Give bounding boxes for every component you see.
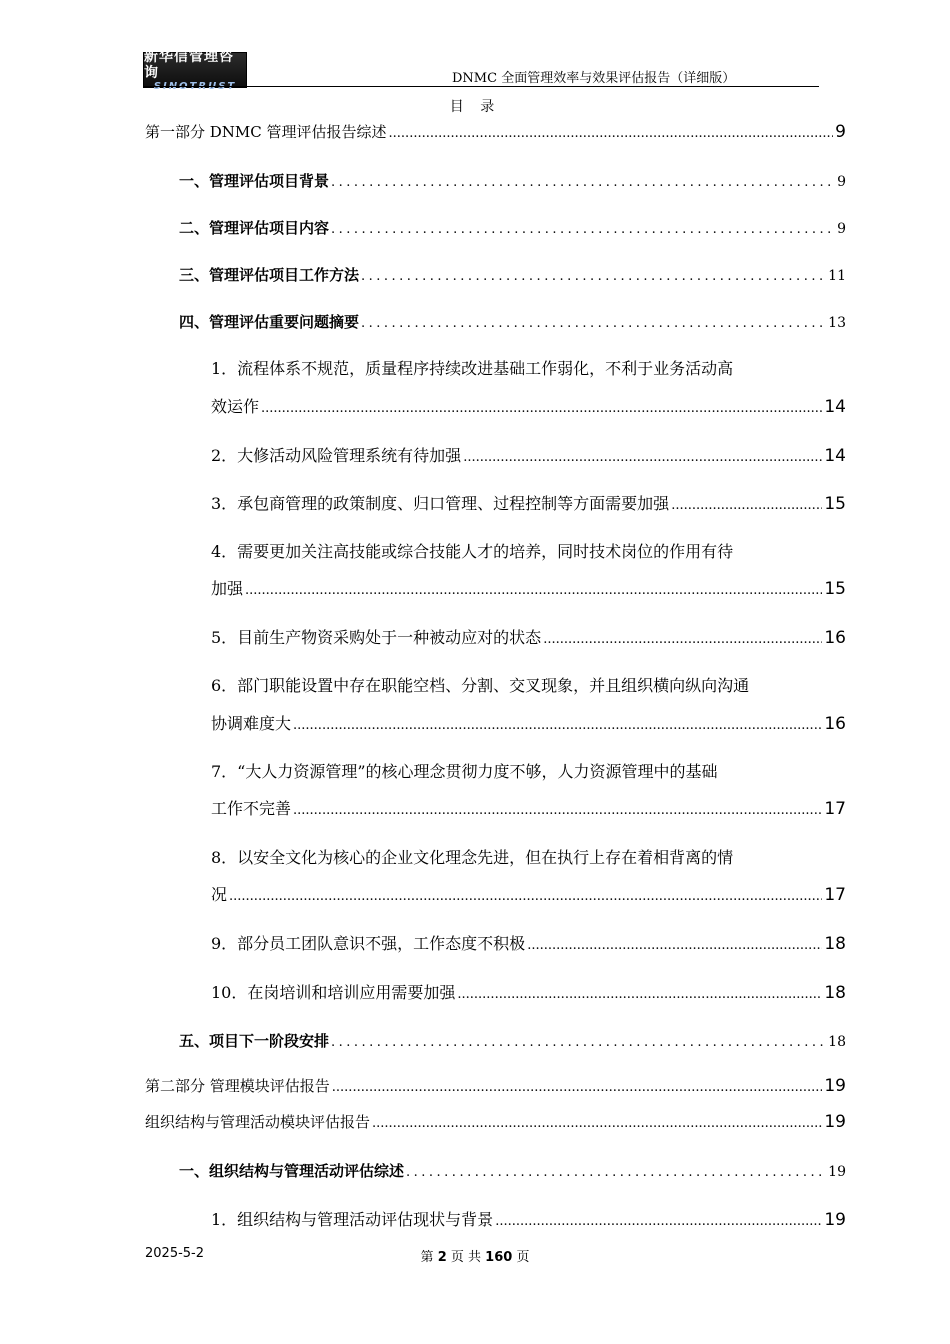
toc-entry-item-1[interactable]: [211, 394, 846, 417]
header-rule: [143, 86, 819, 87]
toc-entry-label: 9．部分员工团队意识不强，工作态度不积极: [211, 934, 526, 953]
toc-leader: [457, 987, 822, 1002]
toc-entry-label: 况: [211, 885, 228, 904]
toc-leader: [389, 126, 834, 141]
toc-entry-page: 19: [828, 1164, 846, 1180]
toc-entry-page: 19: [824, 1210, 846, 1230]
toc-leader: [527, 938, 822, 953]
toc-entry-section-3[interactable]: [179, 264, 846, 285]
toc-entry-page: 19: [824, 1112, 846, 1132]
toc-leader: [671, 498, 822, 513]
toc-entry-item-8-line1[interactable]: 8．以安全文化为核心的企业文化理念先进，但在执行上存在着相背离的情: [211, 848, 734, 867]
toc-entry-page: 18: [828, 1034, 846, 1050]
toc-leader: [261, 401, 822, 416]
toc-entry-page: 11: [828, 268, 846, 284]
toc-entry-label: 五、项目下一阶段安排: [179, 1032, 330, 1050]
toc-entry-page: 9: [837, 221, 846, 237]
toc-leader: [361, 316, 826, 331]
toc-entry-page: 19: [824, 1076, 846, 1096]
toc-entry-label: 组织结构与管理活动模块评估报告: [145, 1113, 371, 1131]
footer-page-suffix: 页: [516, 1250, 530, 1265]
logo-text-cn: 新华信管理咨询: [144, 48, 234, 81]
footer-page-number: 2: [437, 1250, 447, 1265]
toc-entry-label: 加强: [211, 579, 244, 598]
toc-entry-label: 10．在岗培训和培训应用需要加强: [211, 983, 456, 1002]
toc-entry-page: 15: [824, 494, 846, 514]
toc-leader: [543, 632, 822, 647]
footer-page-prefix: 第: [420, 1250, 434, 1265]
toc-entry-label: 2．大修活动风险管理系统有待加强: [211, 446, 462, 465]
footer-date: 2025-5-2: [145, 1246, 205, 1261]
toc-entry-page: 17: [824, 799, 846, 819]
toc-entry-label: 四、管理评估重要问题摘要: [179, 313, 360, 331]
footer-page-info: [0, 1246, 950, 1265]
toc-leader: [406, 1165, 826, 1180]
toc-leader: [372, 1116, 822, 1131]
toc-entry-label: 一、管理评估项目背景: [179, 172, 330, 190]
toc-entry-item-4-line1[interactable]: 4．需要更加关注高技能或综合技能人才的培养，同时技术岗位的作用有待: [211, 542, 734, 561]
toc-entry-page: 9: [837, 174, 846, 190]
toc-entry-label: 效运作: [211, 397, 260, 416]
toc-entry-item-1-line1[interactable]: 1．流程体系不规范，质量程序持续改进基础工作弱化，不利于业务活动高: [211, 359, 734, 378]
toc-entry-label: 5．目前生产物资采购处于一种被动应对的状态: [211, 628, 542, 647]
header-title: DNMC 全面管理效率与效果评估报告（详细版）: [452, 71, 736, 86]
toc-entry-page: 15: [824, 579, 846, 599]
toc-entry-item-5[interactable]: [211, 625, 846, 648]
toc-entry-section-1[interactable]: [179, 170, 846, 191]
toc-entry-page: 17: [824, 885, 846, 905]
toc-title: 目 录: [449, 99, 501, 115]
toc-entry-section-5[interactable]: [179, 1030, 846, 1051]
toc-entry-page: 16: [824, 714, 846, 734]
toc-entry-page: 14: [824, 446, 846, 466]
toc-leader: [245, 583, 822, 598]
toc-entry-page: 9: [835, 122, 846, 142]
toc-entry-page: 18: [824, 934, 846, 954]
footer-page-middle: 页 共: [450, 1250, 482, 1265]
toc-entry-org-summary[interactable]: [179, 1160, 846, 1181]
toc-leader: [331, 175, 835, 190]
toc-entry-section-2[interactable]: [179, 217, 846, 238]
toc-entry-label: 3．承包商管理的政策制度、归口管理、过程控制等方面需要加强: [211, 494, 670, 513]
toc-entry-item-7-line1[interactable]: 7．“大人力资源管理”的核心理念贯彻力度不够，人力资源管理中的基础: [211, 762, 718, 781]
toc-leader: [361, 269, 826, 284]
toc-entry-label: 二、管理评估项目内容: [179, 219, 330, 237]
toc-entry-label: 第一部分 DNMC 管理评估报告综述: [145, 123, 387, 141]
toc-leader: [331, 1035, 826, 1050]
toc-leader: [463, 450, 822, 465]
toc-entry-label: 1．组织结构与管理活动评估现状与背景: [211, 1210, 494, 1229]
toc-entry-module-report[interactable]: [145, 1111, 846, 1132]
toc-entry-org-item-1[interactable]: [211, 1207, 846, 1230]
toc-entry-label: 协调难度大: [211, 714, 292, 733]
toc-leader: [293, 718, 822, 733]
toc-leader: [331, 222, 835, 237]
toc-entry-item-7[interactable]: [211, 796, 846, 819]
toc-leader: [229, 889, 822, 904]
toc-entry-label: 工作不完善: [211, 799, 292, 818]
toc-entry-page: 13: [828, 315, 846, 331]
footer-page-total: 160: [485, 1250, 513, 1265]
toc-entry-label: 第二部分 管理模块评估报告: [145, 1077, 330, 1095]
toc-entry-page: 18: [824, 983, 846, 1003]
toc-entry-item-9[interactable]: [211, 931, 846, 954]
toc-entry-item-2[interactable]: [211, 443, 846, 466]
toc-leader: [293, 803, 822, 818]
toc-entry-section-4[interactable]: [179, 311, 846, 332]
toc-entry-item-4[interactable]: [211, 576, 846, 599]
toc-entry-label: 一、组织结构与管理活动评估综述: [179, 1162, 405, 1180]
toc-leader: [332, 1080, 823, 1095]
toc-entry-part1[interactable]: [145, 121, 846, 142]
toc-entry-item-3[interactable]: [211, 491, 846, 514]
toc-leader: [495, 1214, 822, 1229]
toc-entry-item-10[interactable]: [211, 980, 846, 1003]
logo-text-en: SINOTRUST: [153, 80, 237, 92]
toc-entry-item-6-line1[interactable]: 6．部门职能设置中存在职能空档、分割、交叉现象，并且组织横向纵向沟通: [211, 676, 750, 695]
toc-entry-page: 14: [824, 397, 846, 417]
toc-entry-page: 16: [824, 628, 846, 648]
company-logo: [143, 48, 247, 92]
toc-entry-item-6[interactable]: [211, 711, 846, 734]
toc-entry-item-8[interactable]: [211, 882, 846, 905]
toc-entry-part2[interactable]: [145, 1075, 846, 1096]
toc-entry-label: 三、管理评估项目工作方法: [179, 266, 360, 284]
